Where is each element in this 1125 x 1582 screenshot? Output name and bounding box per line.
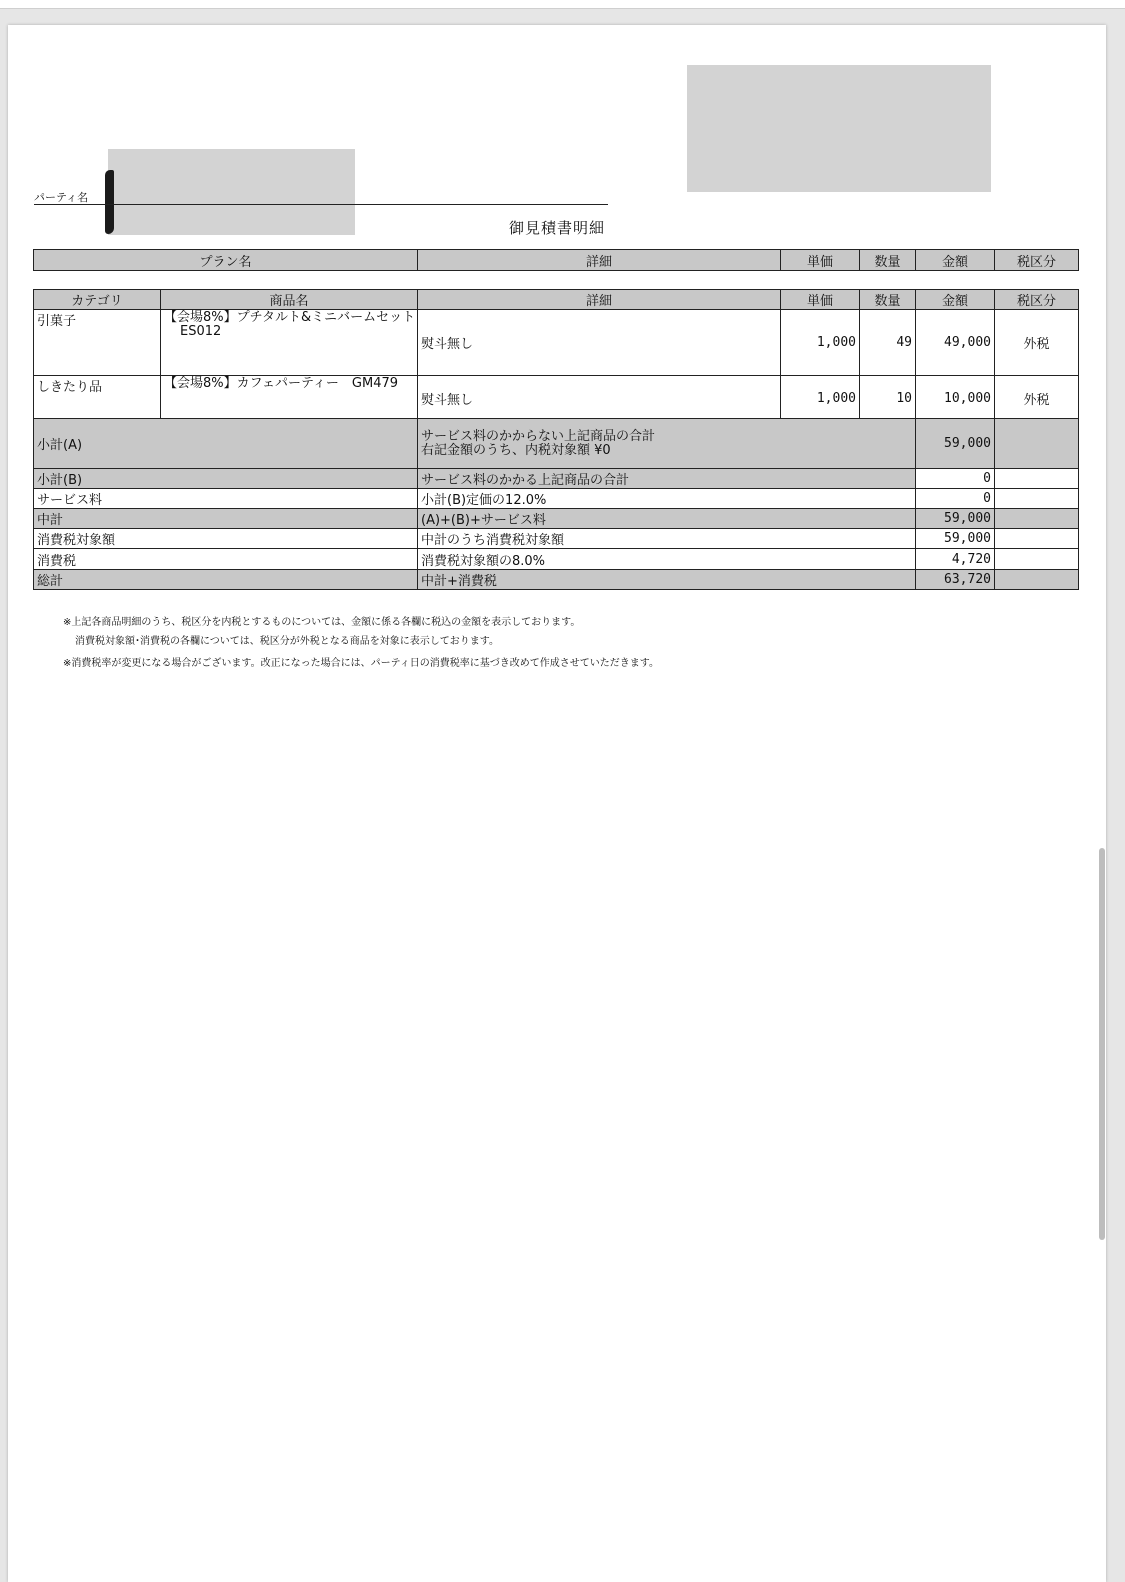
plan-amount-header: 金額 [916, 250, 995, 271]
summary-label: 中計 [34, 509, 418, 529]
item-category: しきたり品 [34, 376, 161, 421]
summary-amount: 59,000 [916, 509, 995, 529]
category-header: カテゴリ [34, 290, 161, 310]
summary-table [33, 418, 1079, 590]
document-title: 御見積書明細 [508, 219, 605, 237]
summary-desc [418, 419, 916, 469]
item-unit-price: 1,000 [781, 310, 860, 376]
item-product [161, 310, 418, 376]
item-product [161, 376, 418, 421]
estimate-page [8, 25, 1106, 1582]
plan-detail-header: 詳細 [418, 250, 781, 271]
footnote-line: ※上記各商品明細のうち、税区分を内税とするものについては、金額に係る各欄に税込の金額を表示しております。 [63, 617, 581, 628]
summary-row-tax [34, 549, 1079, 570]
summary-desc: 中計のうち消費税対象額 [418, 529, 916, 549]
item-product-line: 【会場8%】カフェパーティー GM479 [164, 376, 399, 391]
item-quantity: 49 [860, 310, 916, 376]
summary-desc-line: サービス料のかからない上記商品の合計 [421, 428, 656, 444]
summary-amount: 63,720 [916, 570, 995, 590]
summary-desc: 小計(B)定価の12.0% [418, 489, 916, 509]
item-detail: 熨斗無し [418, 310, 781, 376]
item-quantity: 10 [860, 376, 916, 421]
quantity-header: 数量 [860, 290, 916, 310]
detail-header: 詳細 [418, 290, 781, 310]
summary-amount: 59,000 [916, 529, 995, 549]
summary-amount: 59,000 [916, 419, 995, 469]
item-product-line: 【会場8%】プチタルト&ミニバームセット [164, 310, 416, 325]
summary-blank [995, 570, 1079, 590]
summary-label: 総計 [34, 570, 418, 590]
summary-label: 消費税対象額 [34, 529, 418, 549]
unit-price-header: 単価 [781, 290, 860, 310]
footnote-line: ※消費税率が変更になる場合がございます。改正になった場合には、パーティ日の消費税率に基づき改めて作成させていただきます。 [63, 658, 659, 669]
vertical-scrollbar-thumb[interactable] [1099, 848, 1105, 1240]
summary-label: 小計(A) [34, 419, 418, 469]
top-page-edge [0, 0, 1125, 9]
summary-blank [995, 509, 1079, 529]
summary-label: 消費税 [34, 549, 418, 570]
summary-blank [995, 489, 1079, 509]
item-amount: 49,000 [916, 310, 995, 376]
item-tax-class: 外税 [995, 310, 1079, 376]
summary-row-total [34, 570, 1079, 590]
summary-desc-line: 右記金額のうち、内税対象額 ¥0 [421, 442, 611, 458]
party-name-label: パーティ名 [34, 191, 89, 204]
product-header: 商品名 [161, 290, 418, 310]
item-detail: 熨斗無し [418, 376, 781, 421]
summary-row-service-fee [34, 489, 1079, 509]
summary-amount: 0 [916, 469, 995, 489]
items-table [33, 289, 1079, 421]
party-name-underline [34, 204, 608, 205]
summary-desc: (A)+(B)+サービス料 [418, 509, 916, 529]
summary-row-subtotal-a [34, 419, 1079, 469]
summary-blank [995, 529, 1079, 549]
summary-blank [995, 469, 1079, 489]
item-product-code: ES012 [180, 324, 222, 339]
plan-tax-class-header: 税区分 [995, 250, 1079, 271]
table-row [34, 376, 1079, 421]
summary-label: 小計(B) [34, 469, 418, 489]
summary-row-subtotal-b [34, 469, 1079, 489]
table-row [34, 310, 1079, 376]
item-tax-class: 外税 [995, 376, 1079, 421]
item-unit-price: 1,000 [781, 376, 860, 421]
summary-amount: 4,720 [916, 549, 995, 570]
amount-header: 金額 [916, 290, 995, 310]
summary-label: サービス料 [34, 489, 418, 509]
plan-quantity-header: 数量 [860, 250, 916, 271]
footnotes [63, 613, 659, 673]
item-category: 引菓子 [34, 310, 161, 376]
summary-desc: 消費税対象額の8.0% [418, 549, 916, 570]
plan-header-table [33, 249, 1079, 271]
summary-blank [995, 549, 1079, 570]
plan-unit-price-header: 単価 [781, 250, 860, 271]
summary-blank [995, 419, 1079, 469]
summary-desc: サービス料のかかる上記商品の合計 [418, 469, 916, 489]
plan-name-header: プラン名 [34, 250, 418, 271]
item-amount: 10,000 [916, 376, 995, 421]
tax-class-header: 税区分 [995, 290, 1079, 310]
summary-amount: 0 [916, 489, 995, 509]
summary-desc: 中計+消費税 [418, 570, 916, 590]
footnote-line: 消費税対象額･消費税の各欄については、税区分が外税となる商品を対象に表示しております。 [75, 636, 499, 647]
summary-row-intermediate [34, 509, 1079, 529]
summary-row-taxable [34, 529, 1079, 549]
redacted-logo-block [687, 65, 991, 192]
